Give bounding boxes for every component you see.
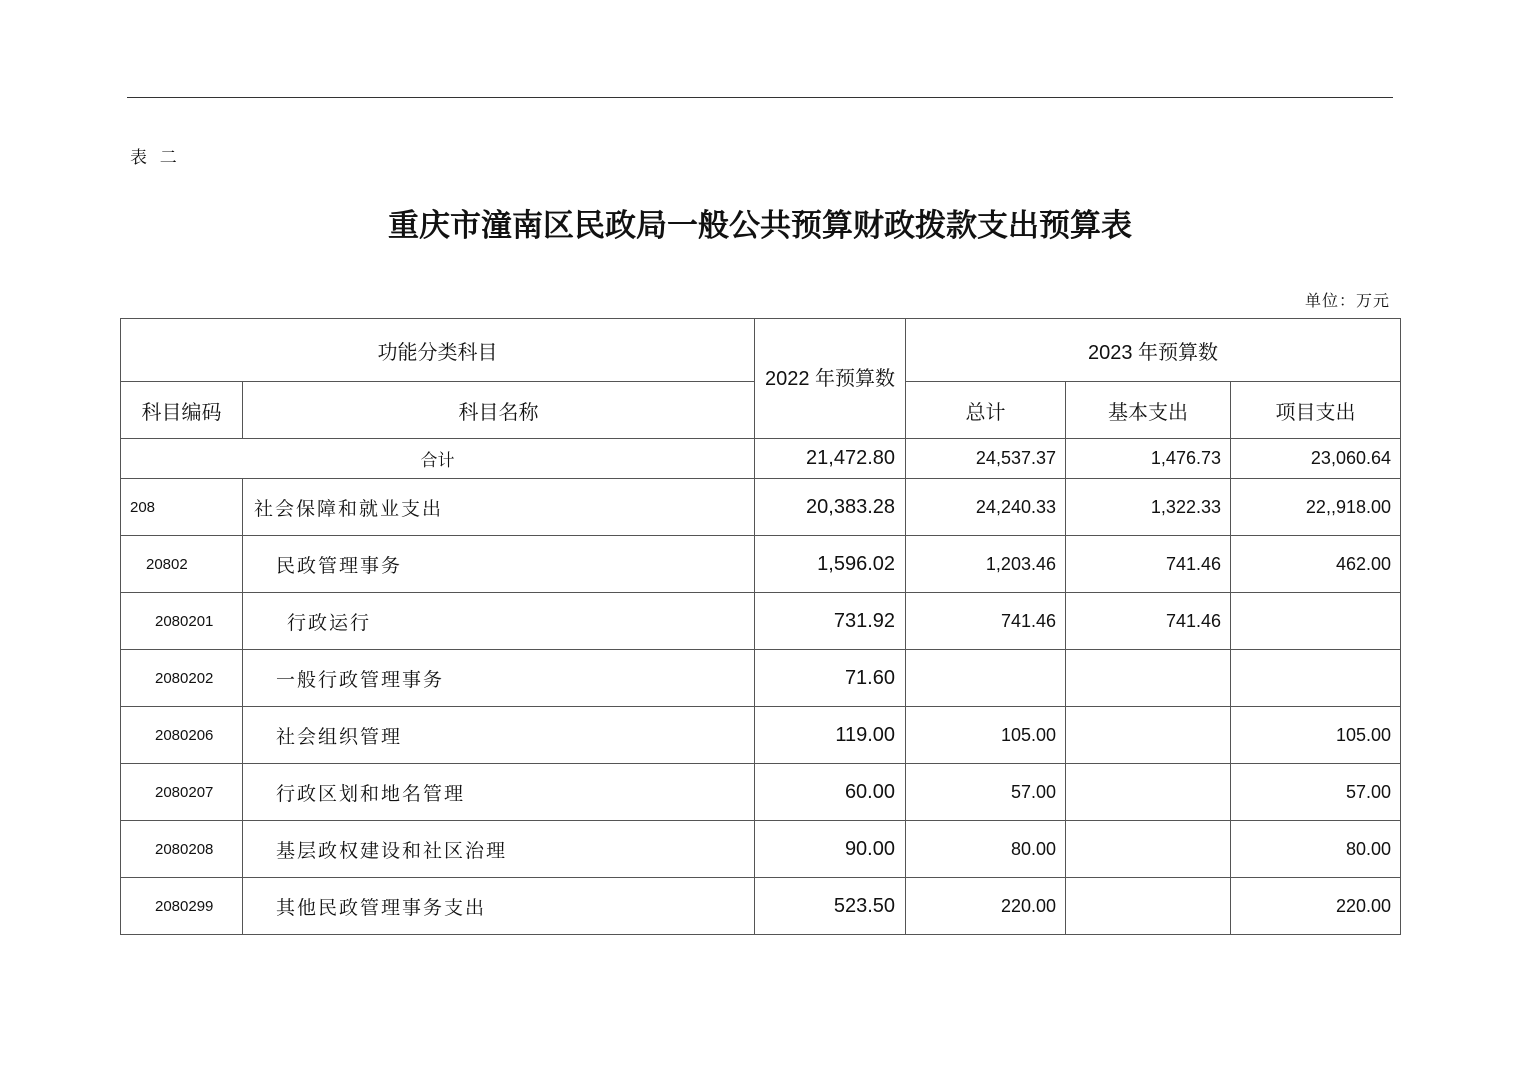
row-total: 741.46: [906, 593, 1066, 650]
row-budget-2022: 60.00: [755, 764, 906, 821]
row-code: 2080207: [121, 764, 243, 821]
header-project: 项目支出: [1231, 382, 1401, 439]
row-basic: [1066, 707, 1231, 764]
top-rule: [127, 97, 1393, 98]
table-row: [121, 536, 1401, 593]
total-total: 24,537.37: [906, 439, 1066, 479]
row-name: 基层政权建设和社区治理: [243, 821, 755, 878]
row-name: 社会保障和就业支出: [243, 479, 755, 536]
header-code: 科目编码: [121, 382, 243, 439]
table-row: [121, 764, 1401, 821]
row-basic: 1,322.33: [1066, 479, 1231, 536]
row-budget-2022: 90.00: [755, 821, 906, 878]
document-title: 重庆市潼南区民政局一般公共预算财政拨款支出预算表: [388, 208, 1132, 244]
row-project: 22,,918.00: [1231, 479, 1401, 536]
row-total: 105.00: [906, 707, 1066, 764]
row-name: 民政管理事务: [243, 536, 755, 593]
row-basic: 741.46: [1066, 536, 1231, 593]
row-budget-2022: 523.50: [755, 878, 906, 935]
header-functional-category: 功能分类科目: [121, 319, 755, 382]
row-budget-2022: 71.60: [755, 650, 906, 707]
row-code: 2080201: [121, 593, 243, 650]
header-budget-2022: 2022 年预算数: [755, 319, 906, 439]
table-row: [121, 650, 1401, 707]
table-row: [121, 707, 1401, 764]
row-project: [1231, 593, 1401, 650]
row-project: [1231, 650, 1401, 707]
row-basic: [1066, 764, 1231, 821]
row-code: 2080202: [121, 650, 243, 707]
table-row: [121, 593, 1401, 650]
row-code: 208: [121, 479, 243, 536]
row-name: 行政区划和地名管理: [243, 764, 755, 821]
row-basic: 741.46: [1066, 593, 1231, 650]
table-row: [121, 821, 1401, 878]
row-total: 24,240.33: [906, 479, 1066, 536]
row-basic: [1066, 878, 1231, 935]
row-code: 2080299: [121, 878, 243, 935]
row-budget-2022: 20,383.28: [755, 479, 906, 536]
row-budget-2022: 731.92: [755, 593, 906, 650]
table-label: 表 二: [130, 148, 181, 167]
header-name: 科目名称: [243, 382, 755, 439]
row-basic: [1066, 821, 1231, 878]
total-project: 23,060.64: [1231, 439, 1401, 479]
row-code: 2080206: [121, 707, 243, 764]
row-total: 57.00: [906, 764, 1066, 821]
table-row: [121, 878, 1401, 935]
row-budget-2022: 1,596.02: [755, 536, 906, 593]
row-project: 57.00: [1231, 764, 1401, 821]
total-label: 合计: [121, 439, 755, 479]
header-total: 总计: [906, 382, 1066, 439]
row-name: 社会组织管理: [243, 707, 755, 764]
row-project: 80.00: [1231, 821, 1401, 878]
row-total: 80.00: [906, 821, 1066, 878]
row-project: 105.00: [1231, 707, 1401, 764]
total-row: [121, 439, 1401, 479]
header-budget-2023: 2023 年预算数: [906, 319, 1401, 382]
row-name: 一般行政管理事务: [243, 650, 755, 707]
row-total: 220.00: [906, 878, 1066, 935]
row-code: 2080208: [121, 821, 243, 878]
row-code: 20802: [121, 536, 243, 593]
total-budget-2022: 21,472.80: [755, 439, 906, 479]
row-project: 462.00: [1231, 536, 1401, 593]
row-name: 行政运行: [243, 593, 755, 650]
row-total: [906, 650, 1066, 707]
row-project: 220.00: [1231, 878, 1401, 935]
header-row-1: [121, 319, 1401, 382]
row-budget-2022: 119.00: [755, 707, 906, 764]
unit-label: 单位：万元: [1304, 291, 1390, 310]
table-row: [121, 479, 1401, 536]
budget-table: [120, 318, 1401, 935]
row-basic: [1066, 650, 1231, 707]
row-total: 1,203.46: [906, 536, 1066, 593]
header-basic: 基本支出: [1066, 382, 1231, 439]
total-basic: 1,476.73: [1066, 439, 1231, 479]
row-name: 其他民政管理事务支出: [243, 878, 755, 935]
